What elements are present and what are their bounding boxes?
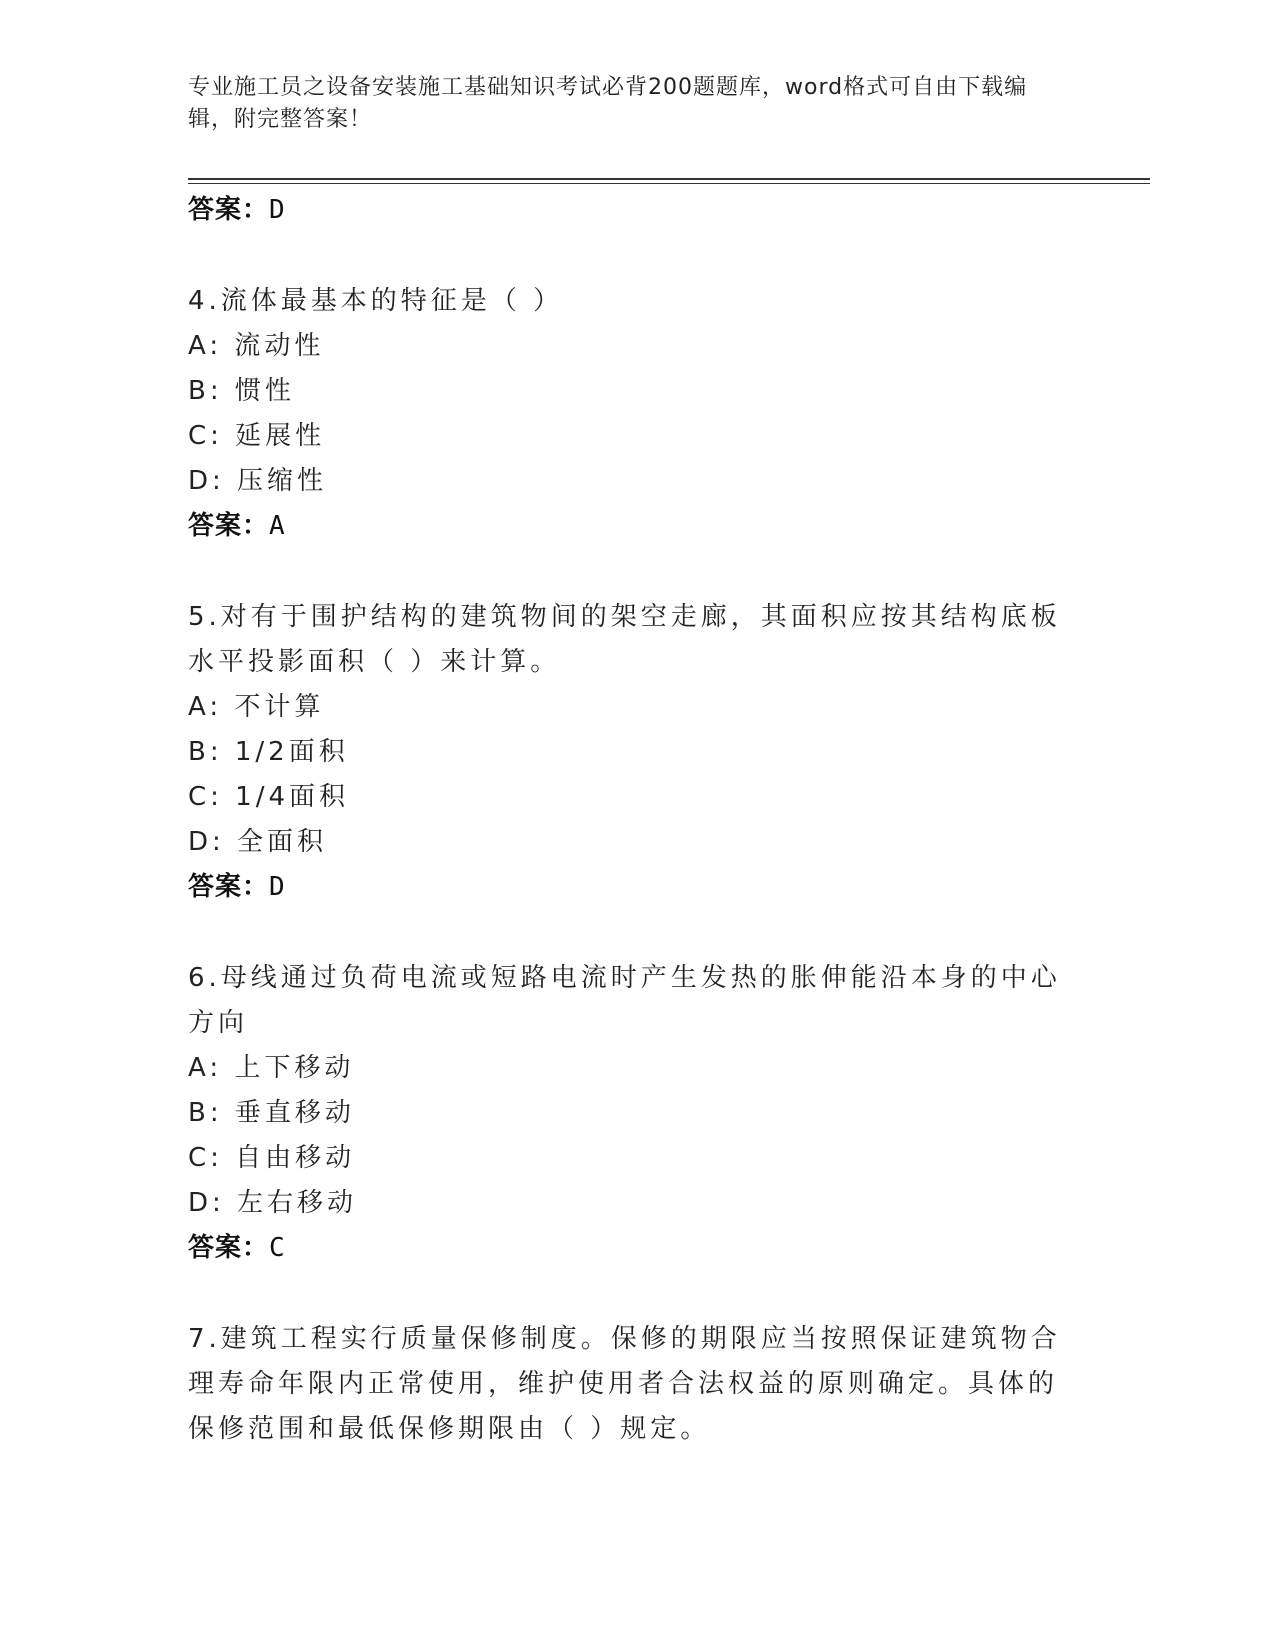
option-b: B: 1/2面积 (188, 737, 349, 767)
answer-line (188, 504, 1068, 549)
answer-value: D (269, 195, 286, 225)
option-b: B: 垂直移动 (188, 1098, 355, 1128)
question-text: 7.建筑工程实行质量保修制度。保修的期限应当按照保证建筑物合理寿命年限内正常使用，维护使用者合法权益的原则确定。具体的保修范围和最低保修期限由（ ）规定。 (188, 1324, 1061, 1444)
answer-line (188, 865, 1068, 910)
question-text: 5.对有于围护结构的建筑物间的架空走廊，其面积应按其结构底板水平投影面积（ ）来计算。 (188, 602, 1061, 677)
option-c: C: 延展性 (188, 421, 326, 451)
answer-value: C (269, 1233, 286, 1263)
spacer (188, 1271, 1068, 1317)
document-header: 专业施工员之设备安装施工基础知识考试必背200题题库，word格式可自由下载编辑，附完整答案！ (188, 75, 1028, 132)
option-b: B: 惯性 (188, 376, 295, 406)
answer-line (188, 1226, 1068, 1271)
answer-label: 答案： (188, 195, 270, 225)
option-c: C: 1/4面积 (188, 782, 350, 812)
answer-value: D (269, 872, 286, 902)
answer-label: 答案： (188, 511, 270, 541)
spacer (188, 910, 1068, 956)
spacer (188, 549, 1068, 595)
option-c: C: 自由移动 (188, 1143, 356, 1173)
option-a: A: 不计算 (188, 692, 325, 722)
option-a: A: 流动性 (188, 331, 325, 361)
question-text: 4.流体最基本的特征是（ ） (188, 286, 564, 316)
option-a: A: 上下移动 (188, 1053, 355, 1083)
option-d: D: 左右移动 (188, 1188, 358, 1218)
question-list (188, 188, 1068, 1452)
spacer (188, 233, 1068, 279)
option-d: D: 全面积 (188, 827, 328, 857)
answer-label: 答案： (188, 1233, 270, 1263)
question-block (188, 1317, 1068, 1452)
header-divider-thick (188, 178, 1150, 180)
answer-line (188, 188, 1068, 233)
question-block (188, 279, 1068, 549)
option-d: D: 压缩性 (188, 466, 328, 496)
answer-value: A (269, 511, 286, 541)
question-block (188, 595, 1068, 910)
question-block (188, 956, 1068, 1271)
header-divider-thin (188, 183, 1150, 184)
answer-label: 答案： (188, 872, 270, 902)
question-text: 6.母线通过负荷电流或短路电流时产生发热的胀伸能沿本身的中心方向 (188, 963, 1061, 1038)
